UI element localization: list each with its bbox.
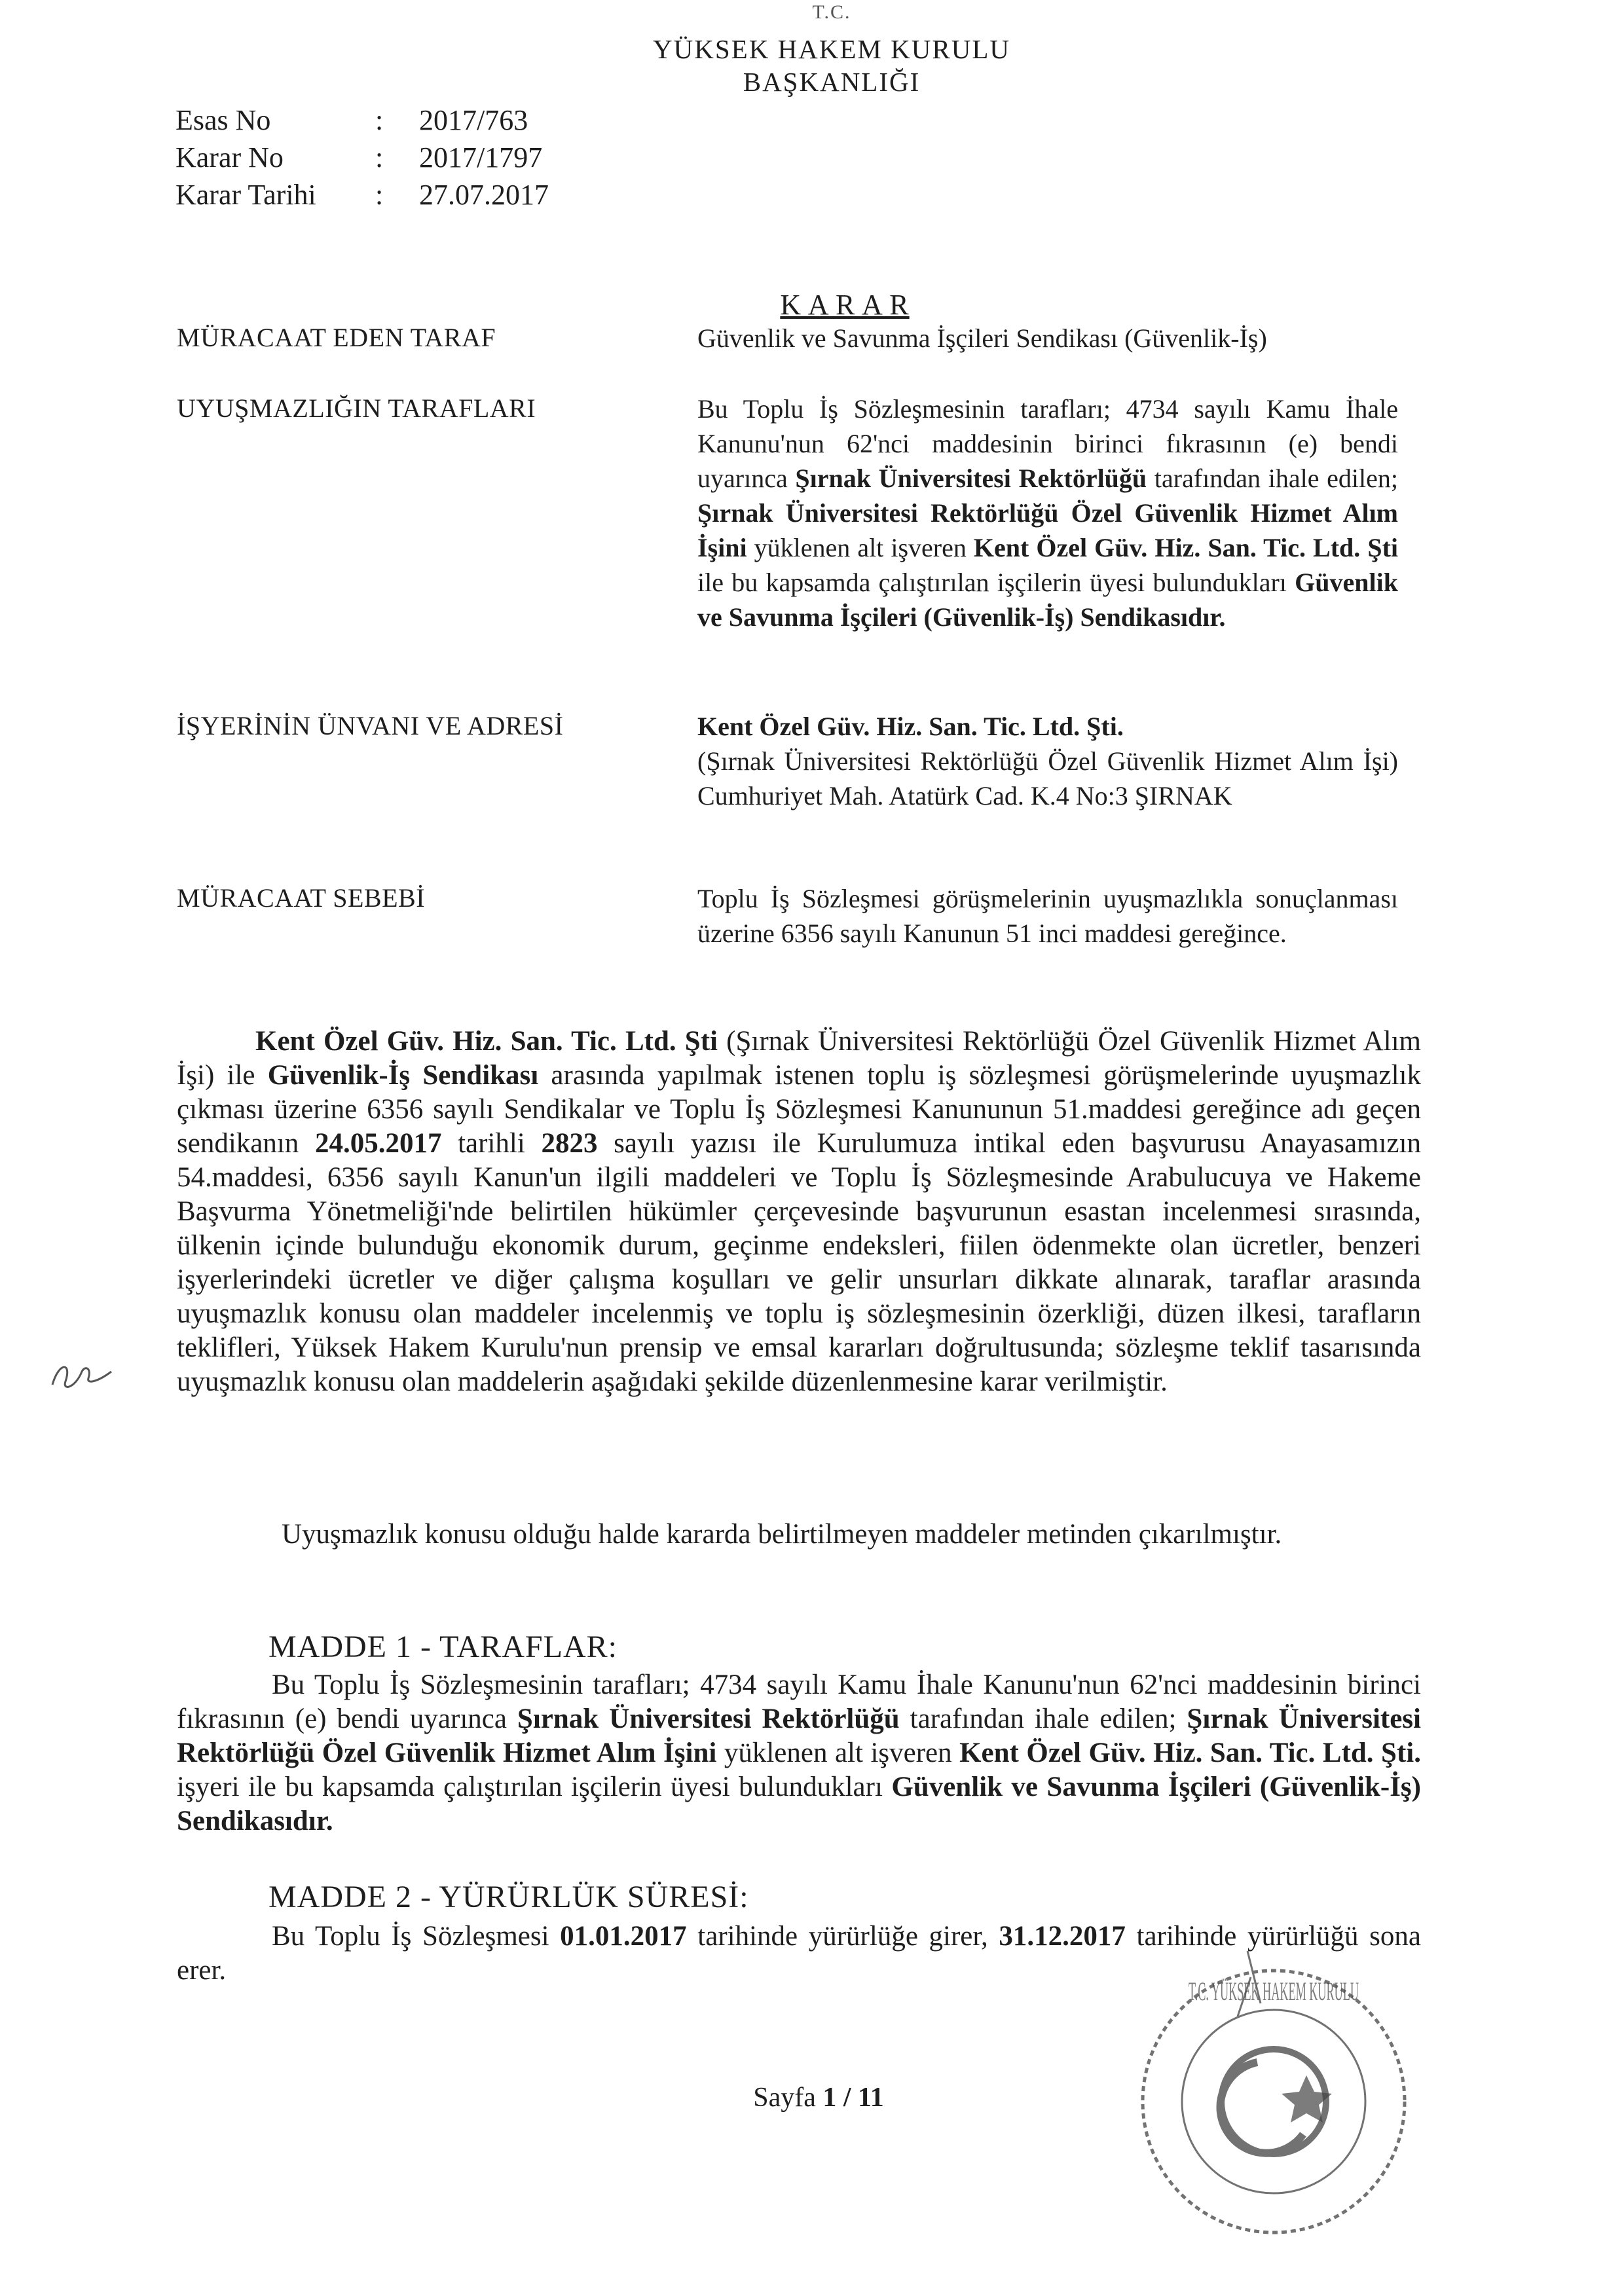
karar-value: 2017/1797 [419,141,543,173]
article-2-part: tarihinde yürürlüğe girer, [686,1921,999,1952]
article-1-title: MADDE 1 - TARAFLAR: [268,1630,618,1664]
parties-text-part: ile bu kapsamda çalıştırılan işçilerin üyesi bulundukları [697,568,1295,597]
workplace-text [697,709,1398,813]
body-text: (Şırnak Üniversitesi Rektörlüğü Özel Güvenlik Hizmet Alım İşi) ile [177,1026,1421,1091]
body-text: sayılı yazısı ile Kurulumuza intikal eden başvurusu Anayasamızın 54.maddesi, 6356 sayılı Kanun'un ilgili maddeleri ve Toplu İş Sözleşmesinde Arabulucuya ve Hakeme Başvurma Yönetmeliği'nde belirtilen hükümler çerçevesinde başvurunun esastan incelenmesi sırasında, ülkenin içinde bulunduğu ekonomik durum, geçinme endeksleri, fiilen ödenmekte olan ücretler, benzeri işyerlerindeki ücretler ve diğer çalışma koşulları ve gelir unsurları dikkate alınarak, taraflar arasında uyuşmazlık konusu olan maddeler incelenmiş ve toplu iş sözleşmesinin özerkliği, düzen ilkesi, tarafların teklifleri, Yüksek Hakem Kurulu'nun prensip ve emsal kararları doğrultusunda; sözleşme teklif tasarısında uyuşmazlık konusu olan maddelerin aşağıdaki şekilde düzenlenmesine karar verilmiştir. [177,1128,1421,1397]
page-value: 1 / 11 [822,2083,884,2113]
reason-value: Toplu İş Sözleşmesi görüşmelerinin uyuşmazlıkla sonuçlanması üzerine 6356 sayılı Kanunun 51 inci maddesi gereğince. [697,884,1398,948]
article-2-start-date: 01.01.2017 [560,1921,687,1952]
applicant-value: Güvenlik ve Savunma İşçileri Sendikası (Güvenlik-İş) [697,323,1267,353]
esas-row [175,101,634,139]
parties-text [697,392,1398,634]
workplace-label: İŞYERİNİN ÜNVANI VE ADRESİ [177,711,564,740]
body-text: tarihli [441,1128,542,1159]
header-title: YÜKSEK HAKEM KURULU [653,34,1010,64]
karar-row [175,139,634,176]
parties-label: UYUŞMAZLIĞIN TARAFLARI [177,393,536,423]
article-1-union: Güvenlik ve Savunma İşçileri (Güvenlik-İş) Sendikasıdır. [177,1772,1421,1836]
workplace-name: Kent Özel Güv. Hiz. San. Tic. Ltd. Şti. [697,712,1124,741]
parties-text-part: yüklenen alt işveren [747,533,974,562]
tarih-label: Karar Tarihi [175,179,316,211]
colon: : [375,179,384,211]
article-1-part: işyeri ile bu kapsamda çalıştırılan işçilerin üyesi bulundukları [177,1772,892,1802]
official-stamp [1120,1938,1428,2252]
article-1-text [177,1668,1421,1838]
parties-subcontractor: Kent Özel Güv. Hiz. San. Tic. Ltd. Şti [973,533,1398,562]
decision-title: K A R A R [780,289,910,321]
page-number [720,2082,917,2113]
esas-label: Esas No [175,104,271,136]
tarih-value: 27.07.2017 [419,179,549,211]
article-1-employer: Şırnak Üniversitesi Rektörlüğü [517,1704,900,1734]
header-subtitle: BAŞKANLIĞI [743,67,921,97]
article-2-title: MADDE 2 - YÜRÜRLÜK SÜRESİ: [268,1880,749,1914]
body-date: 24.05.2017 [314,1128,442,1159]
body-company: Kent Özel Güv. Hiz. San. Tic. Ltd. Şti [255,1026,718,1057]
colon: : [375,104,384,136]
applicant-label: MÜRACAAT EDEN TARAF [177,323,496,352]
handwritten-initial [46,1349,118,1401]
article-1-work-name: Şırnak Üniversitesi Rektörlüğü Özel Güvenlik Hizmet Alım İşini [177,1704,1421,1768]
header-top-mark: T.C. [812,1,851,23]
article-2-part: Bu Toplu İş Sözleşmesi [272,1921,561,1952]
article-1-subcontractor: Kent Özel Güv. Hiz. San. Tic. Ltd. Şti. [959,1738,1421,1768]
article-2-end-date: 31.12.2017 [999,1921,1126,1952]
body-union: Güvenlik-İş Sendikası [267,1060,539,1091]
parties-text-part: tarafından ihale edilen; [1147,464,1398,493]
workplace-address: (Şırnak Üniversitesi Rektörlüğü Özel Güvenlik Hizmet Alım İşi) Cumhuriyet Mah. Atatürk Cad. K.4 No:3 ŞIRNAK [697,746,1398,811]
colon: : [375,141,384,173]
article-1-part: Bu Toplu İş Sözleşmesinin tarafları; 4734 sayılı Kamu İhale Kanunu'nun 62'nci maddesinin birinci fıkrasının (e) bendi uyarınca [177,1669,1421,1734]
article-1-part: yüklenen alt işveren [716,1738,960,1768]
stamp-text: T.C. YÜKSEK HAKEM KURULU [1189,1977,1359,2006]
reason-label: MÜRACAAT SEBEBİ [177,883,426,913]
parties-text-part: Bu Toplu İş Sözleşmesinin tarafları; 4734 sayılı Kamu İhale Kanunu'nun 62'nci maddesinin birinci fıkrasının (e) bendi uyarınca [697,394,1398,493]
parties-union: Güvenlik ve Savunma İşçileri (Güvenlik-İş) Sendikasıdır. [697,568,1398,632]
esas-value: 2017/763 [419,104,528,136]
article-1-part: tarafından ihale edilen; [899,1704,1187,1734]
page-label: Sayfa [753,2083,816,2113]
body-text: arasında yapılmak istenen toplu iş sözleşmesi görüşmelerinde uyuşmazlık çıkması üzerine 6356 sayılı Sendikalar ve Toplu İş Sözleşmesi Kanununun 51.maddesi gereğince adı geçen sendikanın [177,1060,1421,1159]
parties-work-name: Şırnak Üniversitesi Rektörlüğü Özel Güvenlik Hizmet Alım İşini [697,498,1398,562]
karar-label: Karar No [175,141,284,173]
decision-body [177,1025,1421,1399]
tarih-row [175,176,634,213]
body-paragraph-2: Uyuşmazlık konusu olduğu halde kararda belirtilmeyen maddeler metinden çıkarılmıştır. [282,1519,1282,1550]
case-meta [175,101,634,219]
body-number: 2823 [541,1128,598,1159]
parties-employer: Şırnak Üniversitesi Rektörlüğü [795,464,1147,493]
article-2-part: tarihinde yürürlüğü sona erer. [177,1921,1421,1986]
